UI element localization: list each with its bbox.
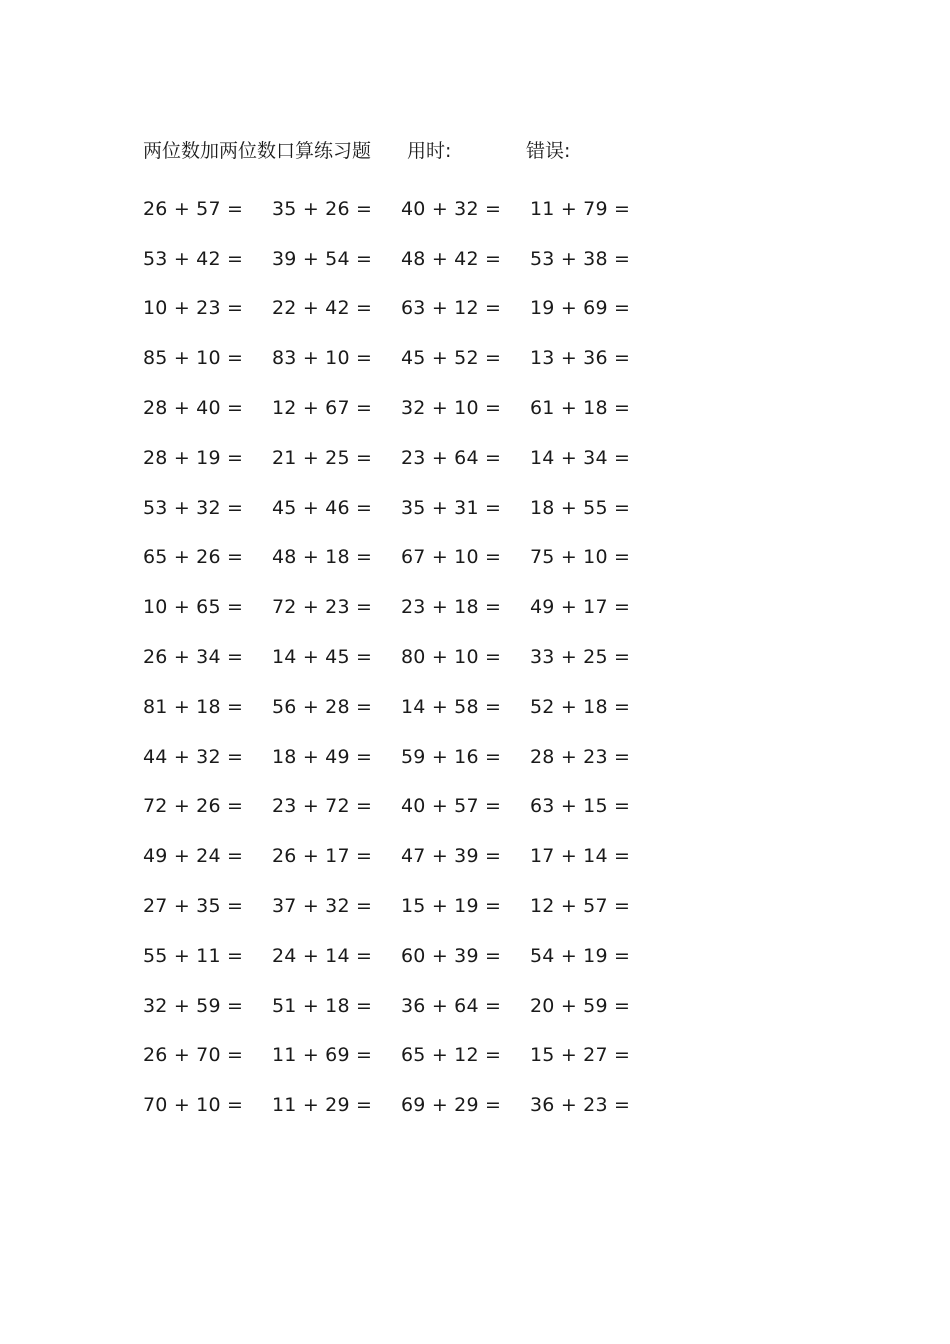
problem-item: 10 + 23 = [143,297,244,320]
problem-item: 60 + 39 = [401,944,502,967]
problem-row [143,831,663,881]
problem-item: 12 + 57 = [530,895,631,918]
problem-row [143,881,663,931]
problem-item: 32 + 10 = [401,397,502,420]
problem-item: 53 + 32 = [143,496,244,519]
problem-item: 72 + 26 = [143,795,244,818]
problem-item: 35 + 26 = [272,197,373,220]
problem-item: 19 + 69 = [530,297,631,320]
problem-item: 14 + 58 = [401,695,502,718]
problem-item: 39 + 54 = [272,247,373,270]
problem-item: 69 + 29 = [401,1094,502,1117]
problem-item: 32 + 59 = [143,994,244,1017]
problem-item: 36 + 23 = [530,1094,631,1117]
problem-item: 85 + 10 = [143,347,244,370]
problem-item: 72 + 23 = [272,596,373,619]
problem-item: 61 + 18 = [530,397,631,420]
problem-row [143,682,663,732]
problem-item: 15 + 27 = [530,1044,631,1067]
problem-item: 18 + 49 = [272,745,373,768]
problem-row [143,931,663,981]
problem-item: 67 + 10 = [401,546,502,569]
problem-row [143,184,663,234]
problem-item: 53 + 38 = [530,247,631,270]
problem-item: 51 + 18 = [272,994,373,1017]
problem-item: 27 + 35 = [143,895,244,918]
problem-item: 20 + 59 = [530,994,631,1017]
problem-item: 47 + 39 = [401,845,502,868]
problem-row [143,1080,663,1130]
problem-item: 26 + 17 = [272,845,373,868]
problem-item: 28 + 40 = [143,397,244,420]
problem-item: 28 + 23 = [530,745,631,768]
problem-item: 70 + 10 = [143,1094,244,1117]
problem-item: 23 + 72 = [272,795,373,818]
problem-item: 45 + 52 = [401,347,502,370]
problem-row [143,533,663,583]
problem-item: 81 + 18 = [143,695,244,718]
problem-row [143,782,663,832]
problem-item: 63 + 12 = [401,297,502,320]
problem-row [143,632,663,682]
problem-item: 80 + 10 = [401,646,502,669]
problem-item: 59 + 16 = [401,745,502,768]
problem-item: 52 + 18 = [530,695,631,718]
problem-item: 75 + 10 = [530,546,631,569]
problem-item: 63 + 15 = [530,795,631,818]
problem-row [143,582,663,632]
problem-item: 40 + 57 = [401,795,502,818]
problem-item: 33 + 25 = [530,646,631,669]
problem-item: 54 + 19 = [530,944,631,967]
problem-row [143,383,663,433]
problem-item: 40 + 32 = [401,197,502,220]
problem-item: 21 + 25 = [272,446,373,469]
problem-item: 35 + 31 = [401,496,502,519]
problem-item: 65 + 12 = [401,1044,502,1067]
worksheet-header [143,136,743,166]
problem-row [143,333,663,383]
problem-item: 26 + 57 = [143,197,244,220]
problem-item: 53 + 42 = [143,247,244,270]
problem-item: 11 + 69 = [272,1044,373,1067]
problem-item: 45 + 46 = [272,496,373,519]
problem-item: 26 + 34 = [143,646,244,669]
problem-item: 17 + 14 = [530,845,631,868]
problem-item: 48 + 18 = [272,546,373,569]
problem-item: 48 + 42 = [401,247,502,270]
problem-item: 11 + 29 = [272,1094,373,1117]
problem-item: 18 + 55 = [530,496,631,519]
problem-item: 83 + 10 = [272,347,373,370]
problem-row [143,981,663,1031]
problem-item: 12 + 67 = [272,397,373,420]
problem-row [143,732,663,782]
problem-row [143,1031,663,1081]
errors-label: 错误: [526,140,571,162]
problem-item: 14 + 45 = [272,646,373,669]
problem-row [143,433,663,483]
time-label: 用时: [407,140,452,162]
problem-item: 28 + 19 = [143,446,244,469]
problem-row [143,284,663,334]
problem-item: 56 + 28 = [272,695,373,718]
problem-item: 55 + 11 = [143,944,244,967]
problem-item: 37 + 32 = [272,895,373,918]
problem-item: 44 + 32 = [143,745,244,768]
problem-item: 49 + 24 = [143,845,244,868]
problem-item: 13 + 36 = [530,347,631,370]
problem-item: 15 + 19 = [401,895,502,918]
problem-grid [143,184,663,1130]
problem-item: 26 + 70 = [143,1044,244,1067]
problem-row [143,483,663,533]
problem-item: 11 + 79 = [530,197,631,220]
problem-item: 23 + 64 = [401,446,502,469]
problem-row [143,234,663,284]
problem-item: 36 + 64 = [401,994,502,1017]
problem-item: 23 + 18 = [401,596,502,619]
worksheet-title: 两位数加两位数口算练习题 [143,140,372,162]
problem-item: 49 + 17 = [530,596,631,619]
problem-item: 10 + 65 = [143,596,244,619]
problem-item: 24 + 14 = [272,944,373,967]
problem-item: 22 + 42 = [272,297,373,320]
problem-item: 65 + 26 = [143,546,244,569]
problem-item: 14 + 34 = [530,446,631,469]
